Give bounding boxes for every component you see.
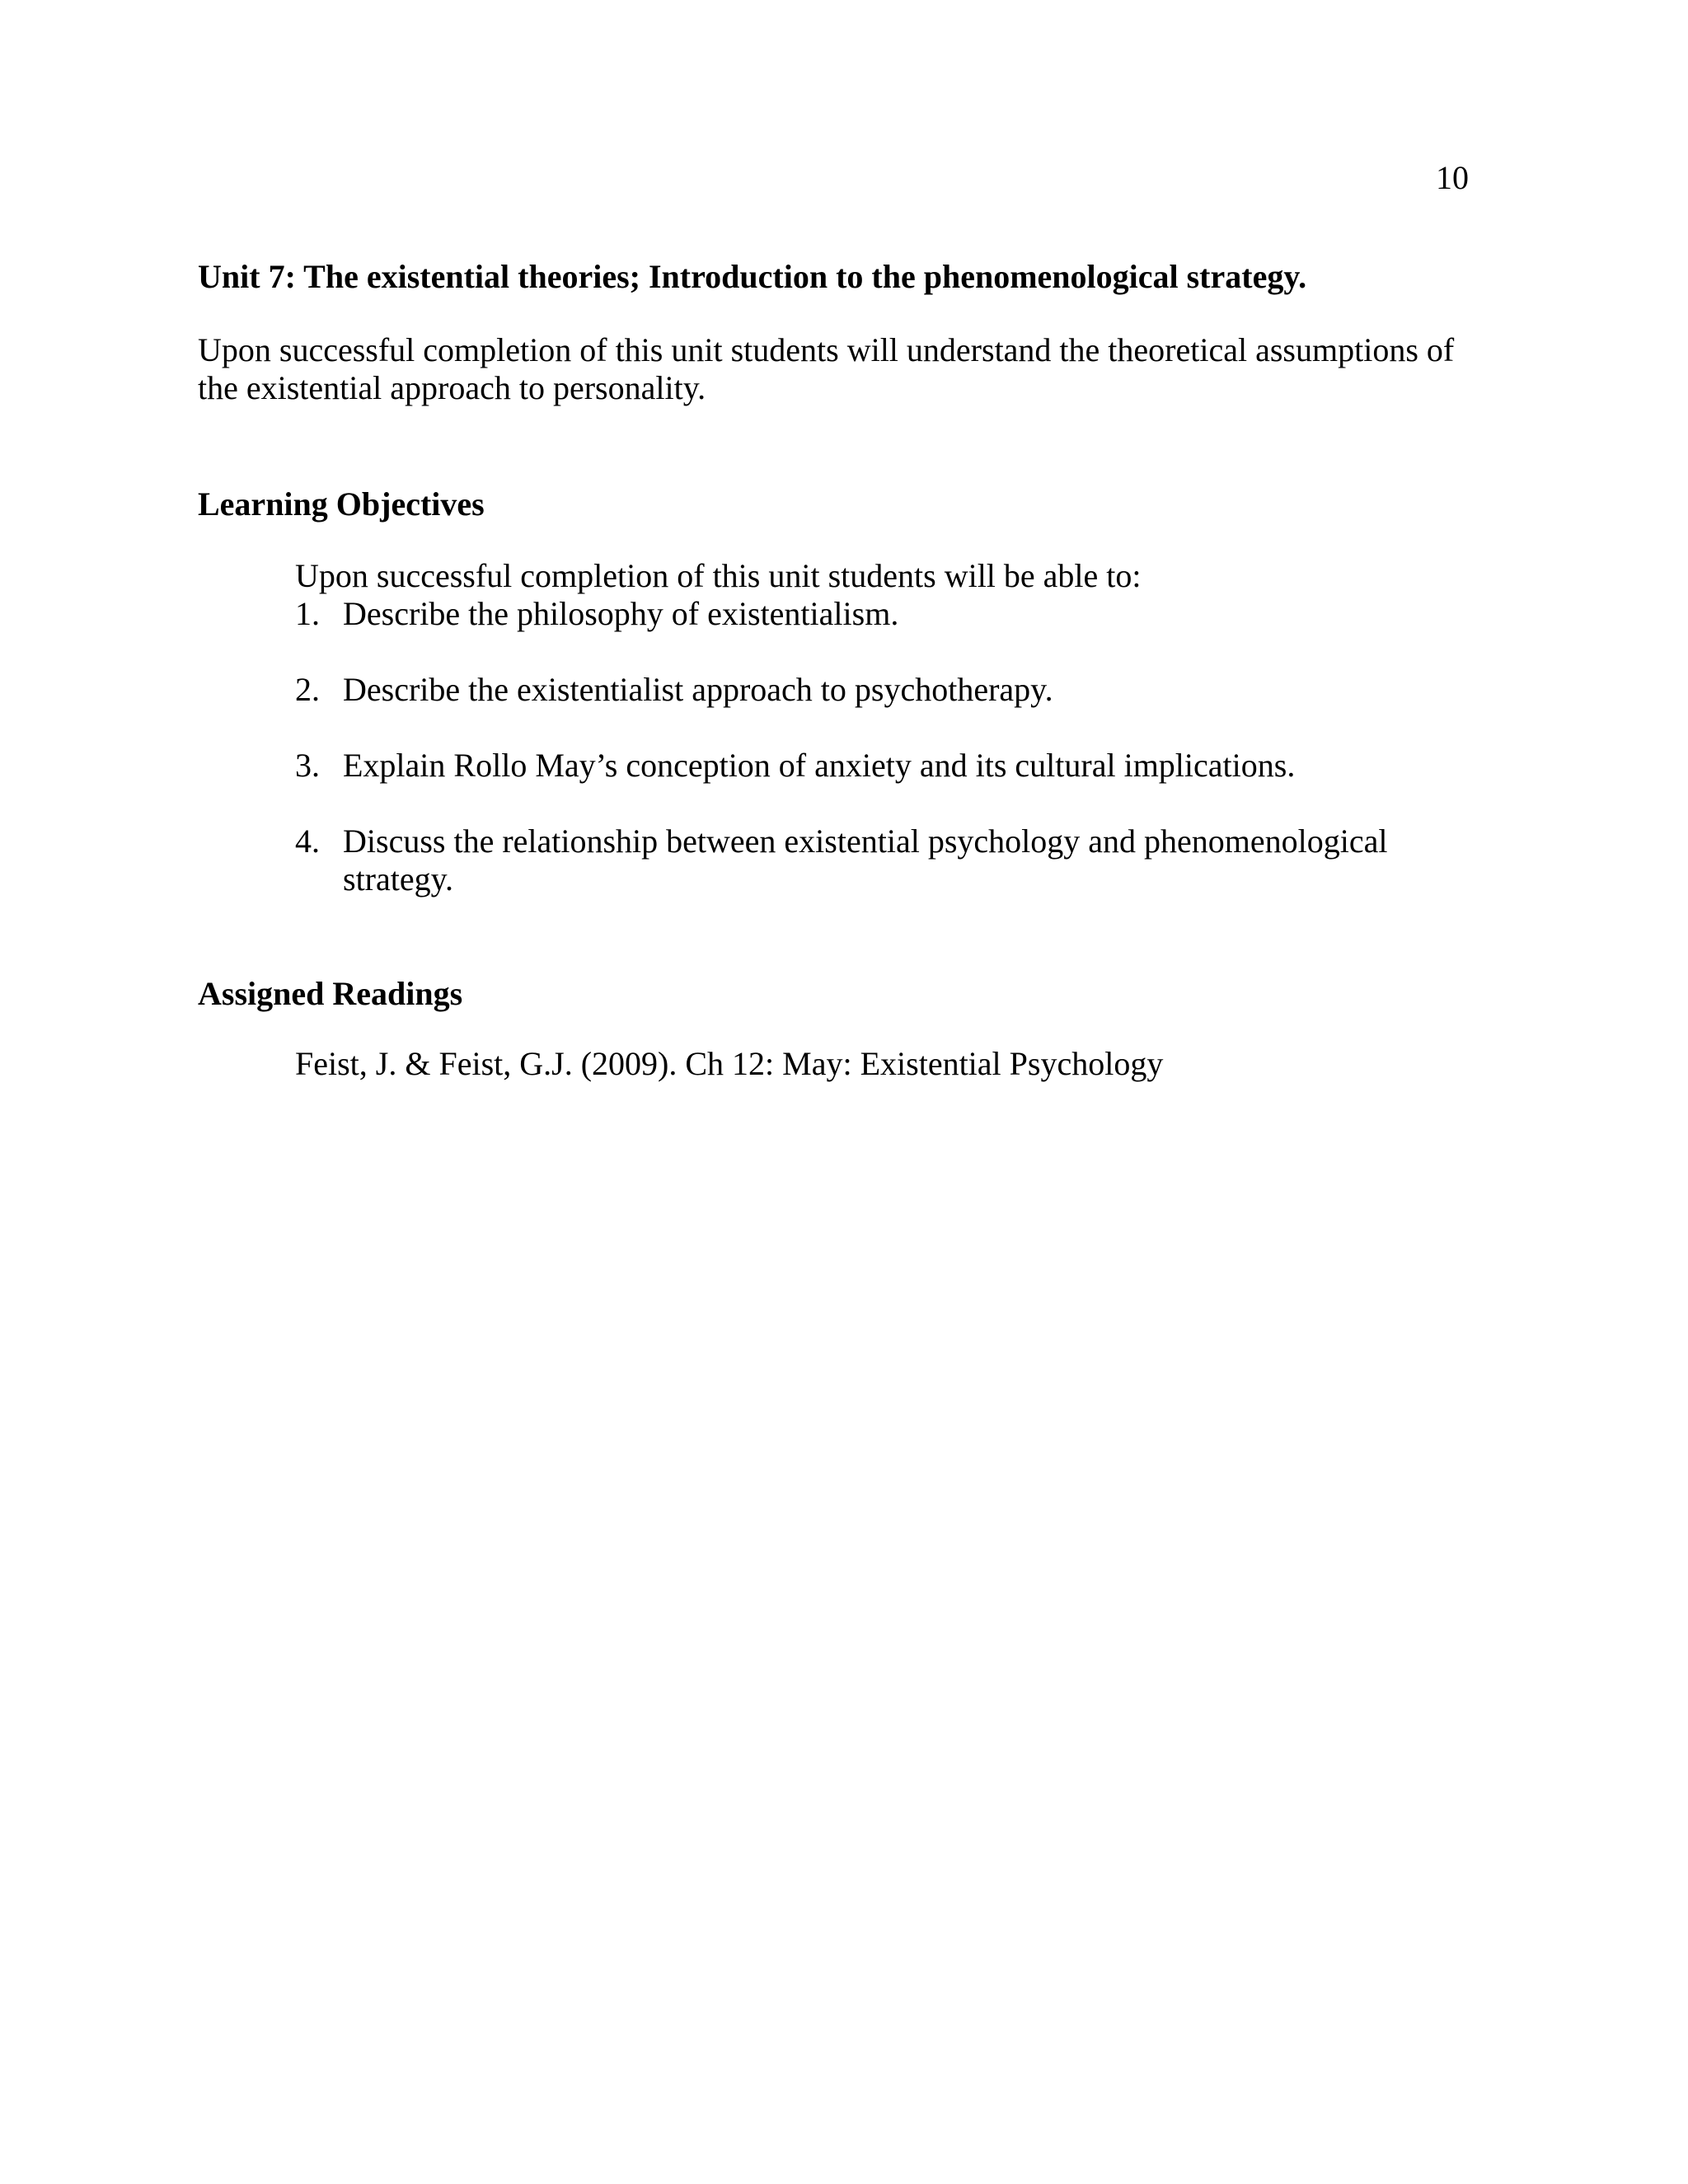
objective-number: 3. (295, 747, 320, 784)
objective-text: Describe the philosophy of existentialism. (343, 595, 899, 632)
objective-item (295, 595, 1432, 633)
objective-item (295, 747, 1432, 785)
assigned-readings-heading: Assigned Readings (198, 975, 463, 1012)
learning-objectives-heading: Learning Objectives (198, 485, 485, 523)
assigned-reading-citation: Feist, J. & Feist, G.J. (2009). Ch 12: May: Existential Psychology (295, 1045, 1164, 1082)
objective-item (295, 823, 1432, 898)
objective-text: Describe the existentialist approach to psychotherapy. (343, 671, 1053, 708)
objective-number: 1. (295, 595, 320, 632)
objective-number: 2. (295, 671, 320, 708)
objective-item (295, 671, 1432, 709)
objective-number: 4. (295, 823, 320, 860)
page-number: 10 (1436, 159, 1469, 196)
learning-objectives-list (295, 595, 1432, 936)
learning-objectives-lead: Upon successful completion of this unit students will be able to: (295, 557, 1142, 594)
objective-text: Explain Rollo May’s conception of anxiety and its cultural implications. (343, 747, 1296, 784)
unit-title: Unit 7: The existential theories; Introduction to the phenomenological strategy. (198, 258, 1307, 295)
objective-text: Discuss the relationship between existential psychology and phenomenological strategy. (343, 823, 1388, 898)
unit-intro-paragraph: Upon successful completion of this unit students will understand the theoretical assumptions of the existential approach to personality. (198, 331, 1455, 406)
